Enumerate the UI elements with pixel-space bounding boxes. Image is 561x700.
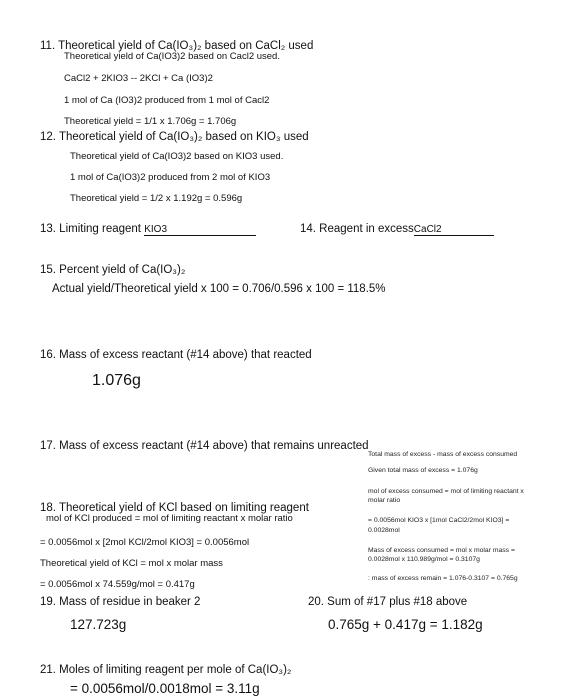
q20-heading: 20. Sum of #17 plus #18 above: [308, 596, 468, 608]
q18-line1: = 0.0056mol x [2mol KCl/2mol KIO3] = 0.0056mol: [40, 537, 250, 548]
q19-heading: 19. Mass of residue in beaker 2: [40, 596, 201, 608]
sidenote-line8: 0.0028mol x 110.989g/mol = 0.3107g: [368, 556, 480, 563]
sidenote-line3: mol of excess consumed = mol of limiting reactant x: [368, 488, 524, 495]
sidenote-line7: Mass of excess consumed = mol x molar mass =: [368, 547, 515, 554]
q21-answer: = 0.0056mol/0.0018mol = 3.11g: [70, 681, 260, 696]
q15-heading: 15. Percent yield of Ca(IO₃)₂: [40, 264, 186, 276]
q13-answer-text: KIO3: [144, 224, 168, 235]
q11-heading: 11. Theoretical yield of Ca(IO₃)₂ based on CaCl₂ used: [40, 40, 314, 52]
q18-heading: 18. Theoretical yield of KCl based on limiting reagent: [40, 502, 309, 514]
sidenote-line5: = 0.0056mol KIO3 x [1mol CaCl2/2mol KIO3] =: [368, 517, 510, 524]
q13-label: 13. Limiting reagent: [40, 223, 142, 235]
q12-line3: Theoretical yield = 1/2 x 1.192g = 0.596g: [70, 193, 243, 204]
q14-answer: [414, 224, 494, 236]
q19-answer: 127.723g: [70, 617, 127, 632]
q11-ratio: 1 mol of Ca (IO3)2 produced from 1 mol of Cacl2: [64, 95, 270, 106]
q12-line2: 1 mol of Ca(IO3)2 produced from 2 mol of KIO3: [70, 172, 271, 183]
q14-answer-text: CaCl2: [413, 224, 442, 235]
q18-line2: Theoretical yield of KCl = mol x molar mass: [40, 558, 223, 569]
q21-heading: 21. Moles of limiting reagent per mole of Ca(IO₃)₂: [40, 664, 292, 676]
q14-label: 14. Reagent in excess: [300, 223, 414, 235]
q17-heading: 17. Mass of excess reactant (#14 above) that remains unreacted: [40, 440, 369, 452]
q16-answer: 1.076g: [92, 372, 141, 389]
q13: [40, 223, 256, 236]
q15-calc: Actual yield/Theoretical yield x 100 = 0.706/0.596 x 100 = 118.5%: [52, 283, 386, 295]
q18-line3: = 0.0056mol x 74.559g/mol = 0.417g: [40, 579, 195, 590]
q12-line1: Theoretical yield of Ca(IO3)2 based on KIO3 used.: [70, 151, 284, 162]
sidenote-line4: molar ratio: [368, 497, 401, 504]
sidenote-line9: : mass of excess remain = 1.076-0.3107 = 0.765g: [368, 575, 518, 582]
q20-answer: 0.765g + 0.417g = 1.182g: [328, 617, 483, 632]
sidenote-line1: Total mass of excess - mass of excess consumed: [368, 451, 518, 458]
q13-answer: [144, 224, 256, 236]
q11-yield: Theoretical yield = 1/1 x 1.706g = 1.706g: [64, 116, 237, 127]
q11-equation: CaCl2 + 2KIO3 -- 2KCl + Ca (IO3)2: [64, 73, 213, 84]
sidenote-line2: Given total mass of excess = 1.076g: [368, 467, 478, 474]
q11-overlay-text: Theoretical yield of Ca(IO3)2 based on Cacl2 used.: [64, 51, 280, 62]
q14: [300, 223, 494, 236]
q12-heading: 12. Theoretical yield of Ca(IO₃)₂ based on KIO₃ used: [40, 131, 309, 143]
q16-heading: 16. Mass of excess reactant (#14 above) that reacted: [40, 349, 312, 361]
q18-overlay-text: mol of KCl produced = mol of limiting reactant x molar ratio: [46, 513, 293, 524]
sidenote-line6: 0.0028mol: [368, 527, 400, 534]
